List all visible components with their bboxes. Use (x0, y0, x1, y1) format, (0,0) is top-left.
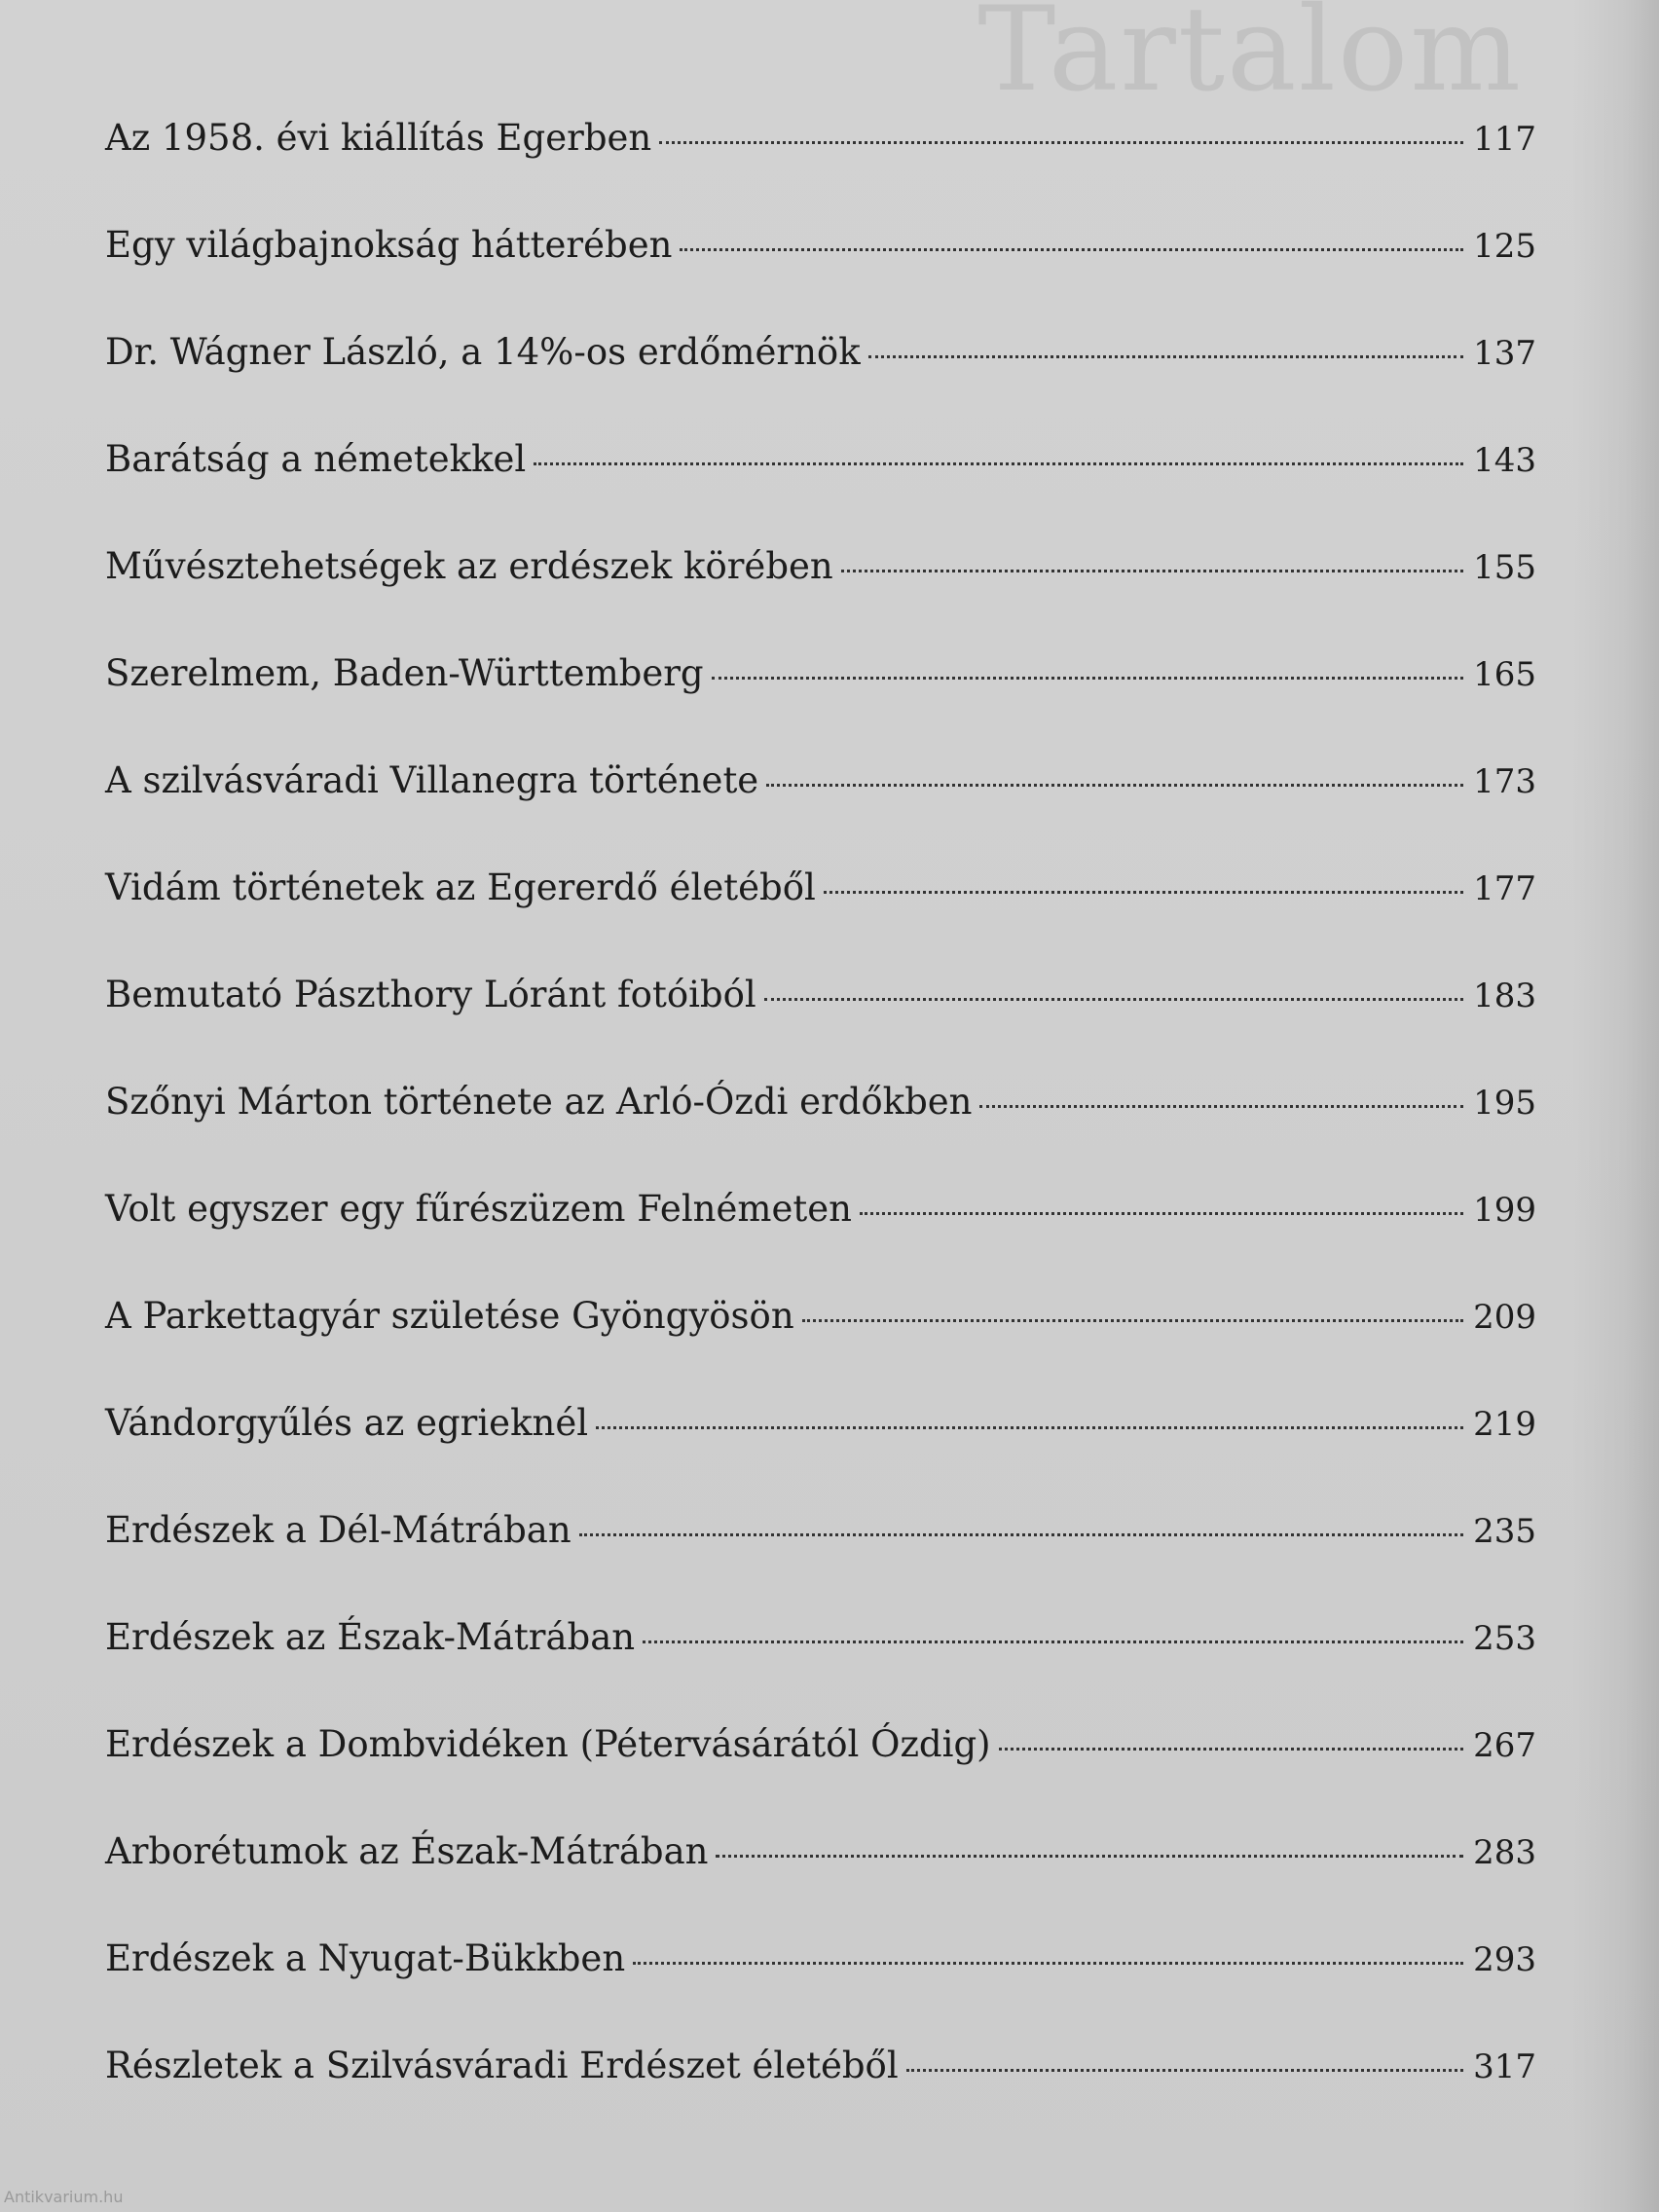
toc-entry (105, 331, 1536, 438)
toc-entry-title: Barátság a németekkel (105, 438, 527, 480)
toc-entry (105, 652, 1536, 759)
toc-entry-title: Szerelmem, Baden-Württemberg (105, 652, 704, 694)
table-of-contents (105, 117, 1536, 2152)
toc-entry-title: Erdészek a Dombvidéken (Pétervásárától Ózdig) (105, 1723, 991, 1765)
toc-entry-title: Az 1958. évi kiállítás Egerben (105, 117, 652, 159)
toc-dot-leader (802, 1319, 1463, 1322)
toc-dot-leader (633, 1962, 1463, 1965)
toc-entry (105, 545, 1536, 652)
toc-dot-leader (643, 1641, 1463, 1643)
toc-entry-title: Szőnyi Márton története az Arló-Ózdi erdőkben (105, 1081, 973, 1123)
toc-entry-page: 267 (1473, 1726, 1536, 1765)
toc-entry-page: 165 (1473, 655, 1536, 694)
spine-shadow (1571, 0, 1659, 2212)
toc-entry-title: Volt egyszer egy fűrészüzem Felnémeten (105, 1188, 852, 1230)
toc-entry (105, 224, 1536, 331)
toc-dot-leader (579, 1533, 1463, 1536)
toc-entry (105, 2045, 1536, 2152)
toc-dot-leader (596, 1426, 1463, 1429)
toc-dot-leader (659, 141, 1463, 144)
toc-entry (105, 1081, 1536, 1188)
toc-entry-title: A Parkettagyár születése Gyöngyösön (105, 1295, 794, 1337)
toc-dot-leader (766, 784, 1463, 787)
toc-entry-title: Erdészek az Észak-Mátrában (105, 1616, 636, 1658)
toc-dot-leader (868, 355, 1463, 358)
toc-entry-title: Dr. Wágner László, a 14%-os erdőmérnök (105, 331, 861, 373)
toc-entry (105, 117, 1536, 224)
toc-entry-page: 143 (1473, 441, 1536, 480)
toc-entry-page: 235 (1473, 1512, 1536, 1551)
toc-entry-page: 317 (1473, 2047, 1536, 2086)
toc-entry-title: Művésztehetségek az erdészek körében (105, 545, 833, 587)
toc-entry-page: 219 (1473, 1405, 1536, 1444)
toc-dot-leader (841, 570, 1463, 572)
toc-entry-page: 283 (1473, 1833, 1536, 1872)
toc-entry (105, 438, 1536, 545)
toc-entry (105, 866, 1536, 974)
toc-dot-leader (979, 1105, 1463, 1108)
toc-entry (105, 1295, 1536, 1402)
toc-entry-title: Vidám történetek az Egererdő életéből (105, 866, 816, 908)
toc-entry-page: 173 (1473, 762, 1536, 801)
toc-dot-leader (860, 1212, 1463, 1215)
toc-dot-leader (824, 891, 1463, 894)
toc-entry-page: 195 (1473, 1084, 1536, 1123)
toc-entry (105, 1937, 1536, 2045)
toc-entry-title: Erdészek a Dél-Mátrában (105, 1509, 571, 1551)
toc-entry (105, 1723, 1536, 1830)
toc-entry-title: A szilvásváradi Villanegra története (105, 759, 759, 801)
toc-entry-page: 155 (1473, 548, 1536, 587)
page-title: Tartalom (977, 0, 1523, 118)
toc-entry (105, 974, 1536, 1081)
toc-entry-page: 199 (1473, 1191, 1536, 1230)
toc-dot-leader (534, 462, 1463, 465)
toc-entry (105, 759, 1536, 866)
toc-entry-title: Egy világbajnokság hátterében (105, 224, 673, 266)
toc-entry-title: Részletek a Szilvásváradi Erdészet életéből (105, 2045, 899, 2086)
toc-entry (105, 1616, 1536, 1723)
toc-entry-title: Erdészek a Nyugat-Bükkben (105, 1937, 626, 1979)
toc-entry (105, 1509, 1536, 1616)
toc-entry (105, 1402, 1536, 1509)
toc-entry-title: Vándorgyűlés az egrieknél (105, 1402, 589, 1444)
toc-entry-page: 137 (1473, 334, 1536, 373)
toc-entry-page: 293 (1473, 1940, 1536, 1979)
toc-entry (105, 1188, 1536, 1295)
toc-entry-page: 117 (1473, 120, 1536, 159)
toc-entry-title: Bemutató Pászthory Lóránt fotóiból (105, 974, 756, 1015)
toc-dot-leader (999, 1748, 1464, 1751)
watermark-text: Antikvarium.hu (4, 2188, 124, 2206)
toc-dot-leader (716, 1855, 1463, 1858)
toc-entry-page: 183 (1473, 977, 1536, 1015)
toc-dot-leader (712, 677, 1463, 680)
toc-entry (105, 1830, 1536, 1937)
toc-entry-page: 177 (1473, 869, 1536, 908)
toc-entry-page: 253 (1473, 1619, 1536, 1658)
toc-entry-title: Arborétumok az Észak-Mátrában (105, 1830, 709, 1872)
toc-entry-page: 125 (1473, 227, 1536, 266)
toc-entry-page: 209 (1473, 1298, 1536, 1337)
toc-dot-leader (906, 2069, 1463, 2072)
toc-dot-leader (764, 998, 1463, 1001)
toc-dot-leader (680, 248, 1463, 251)
